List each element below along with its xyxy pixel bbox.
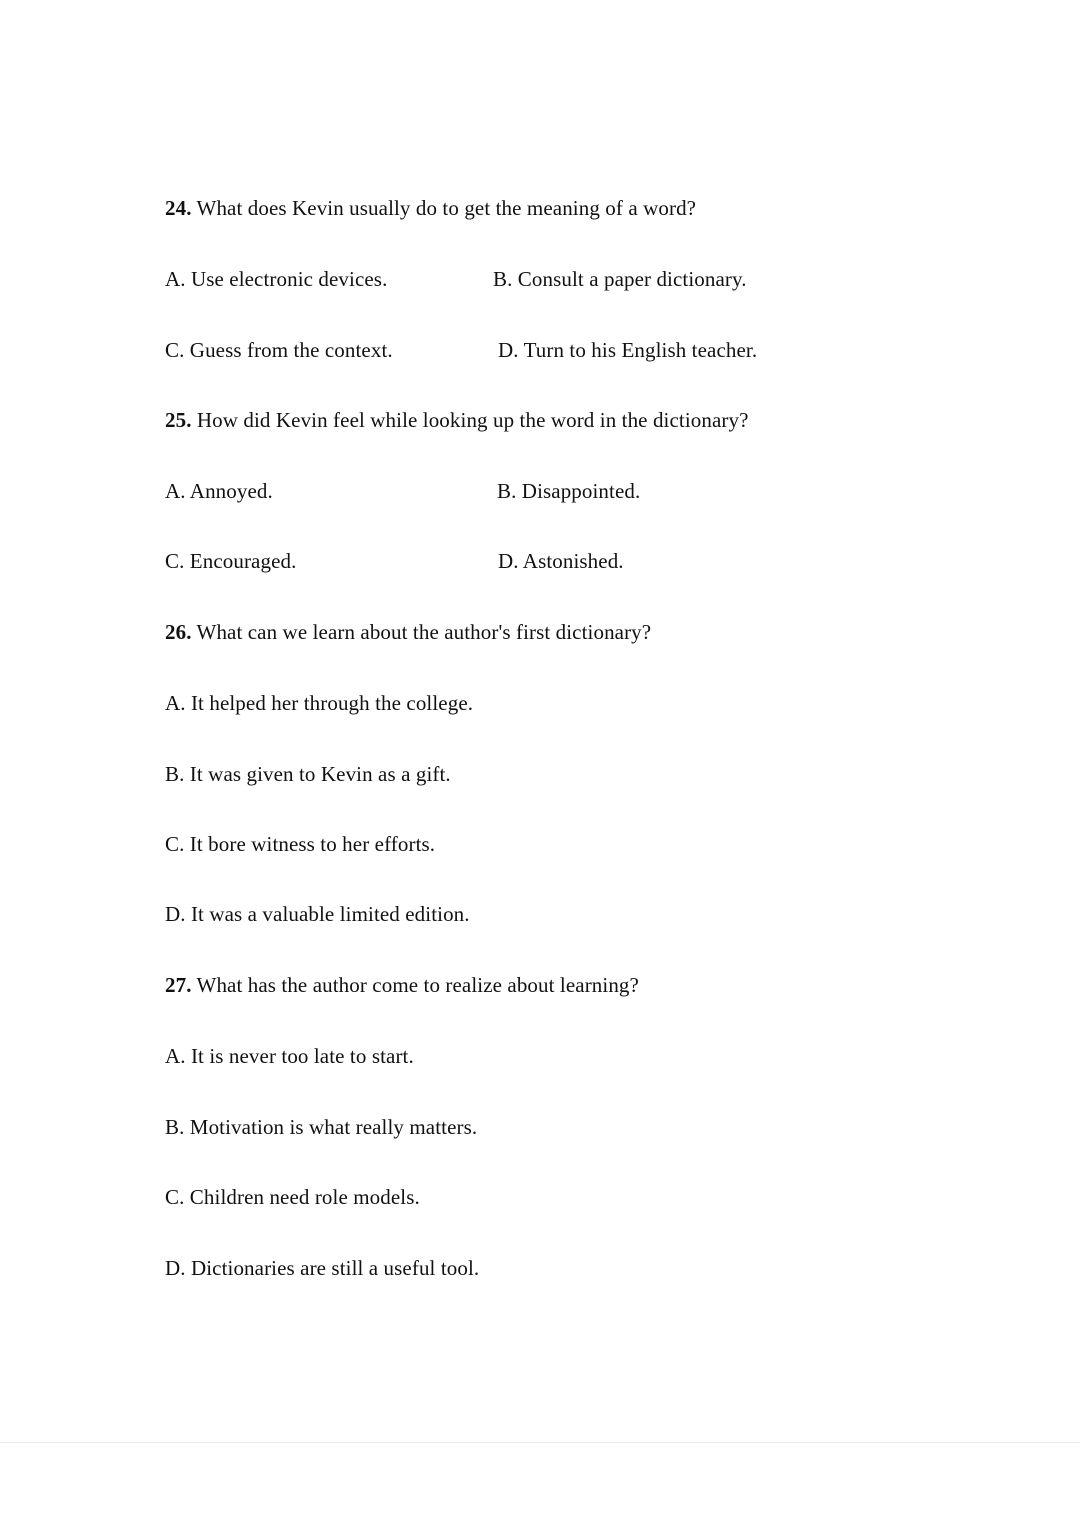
- option-26-d: D. It was a valuable limited edition.: [165, 902, 470, 926]
- question-text: What has the author come to realize about learning?: [191, 973, 639, 997]
- option-25-c: C. Encouraged.: [165, 549, 297, 573]
- question-25: [165, 406, 749, 434]
- question-26: [165, 618, 651, 646]
- option-27-b: B. Motivation is what really matters.: [165, 1115, 478, 1139]
- question-27: [165, 971, 639, 999]
- option-24-d: D. Turn to his English teacher.: [498, 338, 758, 362]
- question-number: 26.: [165, 620, 192, 644]
- question-number: 24.: [165, 196, 192, 220]
- option-25-d: D. Astonished.: [498, 549, 624, 573]
- question-text: What does Kevin usually do to get the meaning of a word?: [191, 196, 697, 220]
- question-number: 27.: [165, 973, 192, 997]
- option-27-c: C. Children need role models.: [165, 1185, 420, 1209]
- option-24-a: A. Use electronic devices.: [165, 267, 388, 291]
- question-number: 25.: [165, 408, 192, 432]
- option-24-c: C. Guess from the context.: [165, 338, 393, 362]
- question-text: How did Kevin feel while looking up the word in the dictionary?: [191, 408, 749, 432]
- option-25-b: B. Disappointed.: [497, 479, 641, 503]
- option-26-a: A. It helped her through the college.: [165, 691, 474, 715]
- option-27-d: D. Dictionaries are still a useful tool.: [165, 1256, 480, 1280]
- page-divider: [0, 1442, 1080, 1443]
- question-24: [165, 194, 696, 222]
- option-26-b: B. It was given to Kevin as a gift.: [165, 762, 451, 786]
- option-25-a: A. Annoyed.: [165, 479, 273, 503]
- option-24-b: B. Consult a paper dictionary.: [493, 267, 747, 291]
- option-27-a: A. It is never too late to start.: [165, 1044, 414, 1068]
- option-26-c: C. It bore witness to her efforts.: [165, 832, 436, 856]
- question-text: What can we learn about the author's first dictionary?: [191, 620, 652, 644]
